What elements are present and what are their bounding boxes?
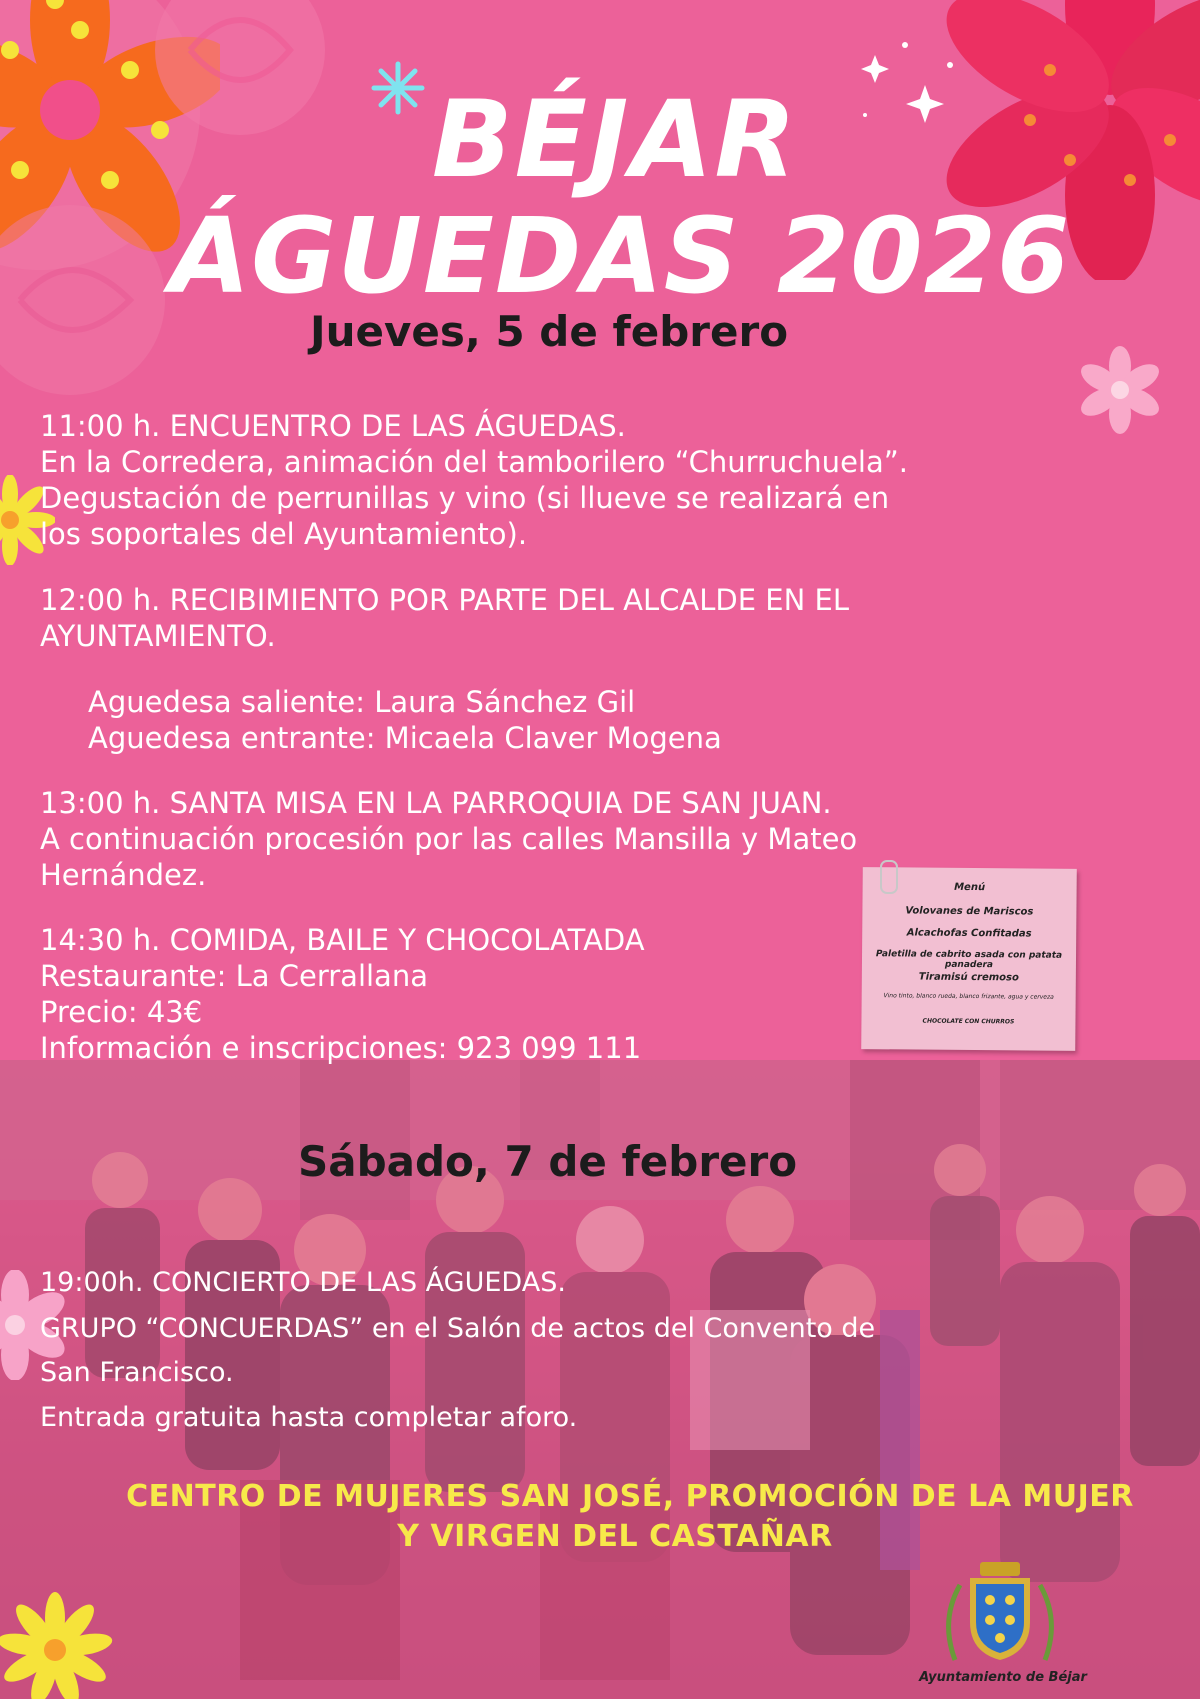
event-line: Hernández.: [40, 858, 207, 892]
event-line: Entrada gratuita hasta completar aforo.: [40, 1402, 578, 1433]
menu-card: [861, 867, 1077, 1051]
flower-icon: [1075, 345, 1165, 435]
event-line: GRUPO “CONCUERDAS” en el Salón de actos del Convento de: [40, 1313, 876, 1344]
event-line: Información e inscripciones: 923 099 111: [40, 1031, 642, 1065]
event-line: Restaurante: La Cerrallana: [40, 959, 428, 993]
flower-icon: [0, 1590, 120, 1699]
day1-heading: Jueves, 5 de febrero: [310, 307, 789, 356]
event-line: 13:00 h. SANTA MISA EN LA PARROQUIA DE SAN JUAN.: [40, 786, 832, 820]
event-line: A continuación procesión por las calles Mansilla y Mateo: [40, 822, 858, 856]
menu-item: Volovanes de Mariscos: [905, 905, 1034, 918]
event-line: 14:30 h. COMIDA, BAILE Y CHOCOLATADA: [40, 923, 645, 957]
event-line: los soportales del Ayuntamiento).: [40, 517, 528, 551]
coat-of-arms-icon: [935, 1560, 1065, 1670]
organizers-line: CENTRO DE MUJERES SAN JOSÉ, PROMOCIÓN DE LA MUJER: [126, 1479, 1134, 1514]
event-line: San Francisco.: [40, 1357, 234, 1388]
menu-item: Alcachofas Confitadas: [906, 927, 1032, 940]
event-line: Degustación de perrunillas y vino (si llueve se realizará en: [40, 481, 890, 515]
organizers-line: Y VIRGEN DEL CASTAÑAR: [397, 1519, 833, 1554]
aguedesa-line: Aguedesa saliente: Laura Sánchez Gil: [88, 685, 636, 719]
event-line: 12:00 h. RECIBIMIENTO POR PARTE DEL ALCALDE EN EL: [40, 583, 849, 617]
town-hall-caption: Ayuntamiento de Béjar: [919, 1670, 1087, 1685]
menu-title: Menú: [954, 881, 986, 894]
paperclip-icon: [880, 860, 898, 894]
aguedesa-line: Aguedesa entrante: Micaela Claver Mogena: [88, 721, 722, 755]
event-line: 19:00h. CONCIERTO DE LAS ÁGUEDAS.: [40, 1267, 566, 1298]
event-line: En la Corredera, animación del tamborilero “Churruchuela”.: [40, 445, 908, 479]
menu-drinks: Vino tinto, blanco rueda, blanco frizante, agua y cerveza: [883, 992, 1054, 1001]
event-line: Precio: 43€: [40, 995, 203, 1029]
menu-item: Tiramisú cremoso: [918, 971, 1019, 984]
menu-dessert: CHOCOLATE CON CHURROS: [922, 1017, 1015, 1026]
event-line: 11:00 h. ENCUENTRO DE LAS ÁGUEDAS.: [40, 409, 626, 443]
poster-title-town: BÉJAR: [431, 78, 799, 201]
poster-title-event: ÁGUEDAS 2026: [169, 195, 1071, 317]
event-line: AYUNTAMIENTO.: [40, 619, 276, 653]
day2-heading: Sábado, 7 de febrero: [298, 1137, 798, 1186]
menu-item: Paletilla de cabrito asada con patata panadera: [875, 949, 1063, 971]
